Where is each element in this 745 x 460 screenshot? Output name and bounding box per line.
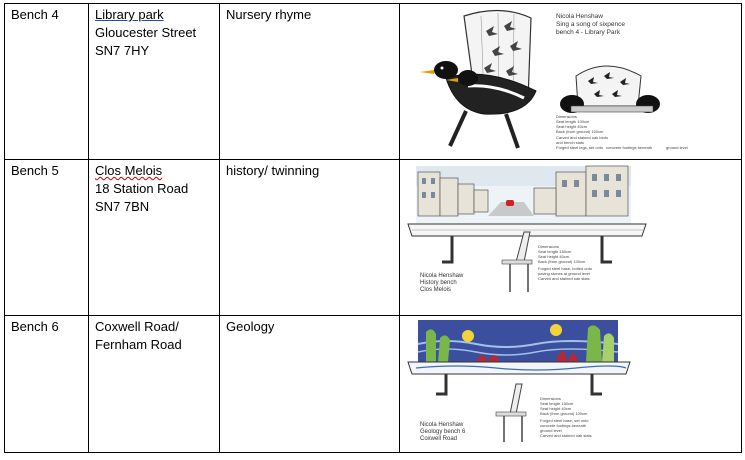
location-name: Clos Melois (95, 163, 163, 178)
sketch-note: Seat height 40cm (540, 406, 572, 411)
bench-number: Bench 5 (11, 163, 59, 178)
sketch-caption: Nicola Henshaw (420, 273, 464, 279)
sketch-note: Forged steel base, bolted onto (538, 266, 593, 271)
sketch-note: Dimensions (556, 114, 577, 119)
location-postcode: SN7 7BN (95, 199, 150, 214)
design-sketch-cell (400, 316, 742, 453)
sketch-caption: bench 4 - Library Park (556, 29, 620, 36)
sketch-note: Seat length 100cm (556, 119, 590, 124)
theme-cell (220, 316, 400, 453)
sketch-caption: Clos Melois (420, 287, 452, 293)
sketch-note: Seat height 40cm (556, 124, 588, 129)
sketch-note: and bench slats (556, 140, 585, 145)
location-cell (89, 4, 220, 160)
sketch-note: concrete footings beneath (540, 423, 587, 428)
location-street: Gloucester Street (95, 25, 197, 40)
table-row (5, 160, 742, 316)
bench-number-cell (5, 316, 89, 453)
sketch-note: Carved and stained oak birds (556, 135, 609, 140)
location-street: Coxwell Road/ (95, 319, 179, 334)
design-sketch-cell (400, 160, 742, 316)
bench-5-sketch-image (406, 162, 736, 310)
sketch-note: paving stones at ground level (538, 271, 591, 276)
design-sketch-cell (400, 4, 742, 160)
bench-6-sketch-image (406, 318, 736, 448)
table-row (5, 4, 742, 160)
location-link[interactable]: Library park (95, 7, 164, 22)
location-cell (89, 316, 220, 453)
sketch-note: Back (from ground) 100cm (538, 259, 586, 264)
sketch-caption: Coxwell Road (420, 436, 458, 442)
bench-number-cell (5, 160, 89, 316)
sketch-note: Seat length 150cm (540, 401, 574, 406)
location-postcode: SN7 7HY (95, 43, 150, 58)
theme-text: Geology (226, 319, 275, 334)
location-cell (89, 160, 220, 316)
table-row (5, 316, 742, 453)
sketch-note: ground level (666, 145, 688, 150)
bench-4-sketch-image (406, 6, 736, 154)
sketch-note: Carved and stained oak slats (540, 433, 592, 438)
sketch-note: Seat length 150cm (538, 249, 572, 254)
sketch-note: ground level (540, 428, 562, 433)
sketch-caption: Sing a song of sixpence (556, 21, 626, 28)
theme-text: Nursery rhyme (226, 7, 312, 22)
benches-table (4, 3, 742, 453)
sketch-caption: History bench (420, 280, 457, 286)
bench-number-cell (5, 4, 89, 160)
bench-number: Bench 4 (11, 7, 59, 22)
sketch-note: Dimensions (540, 396, 561, 401)
theme-text: history/ twinning (226, 163, 320, 178)
sketch-caption: Nicola Henshaw (556, 13, 603, 20)
sketch-note: concrete footings beneath (606, 145, 653, 150)
sketch-note: Carved and stained oak slats (538, 276, 590, 281)
location-street: Fernham Road (95, 337, 182, 352)
theme-cell (220, 4, 400, 160)
theme-cell (220, 160, 400, 316)
sketch-note: Dimensions (538, 244, 559, 249)
sketch-note: Forged steel base, set onto (540, 418, 589, 423)
bench-number: Bench 6 (11, 319, 59, 334)
sketch-caption: Geology bench 6 (420, 429, 466, 435)
sketch-caption: Nicola Henshaw (420, 422, 464, 428)
sketch-note: Seat height 40cm (538, 254, 570, 259)
location-street: 18 Station Road (95, 181, 189, 196)
sketch-note: Forged steel legs, set onto (556, 145, 604, 150)
sketch-note: Back (from ground) 100cm (556, 129, 604, 134)
sketch-note: Back (from ground) 100cm (540, 411, 588, 416)
